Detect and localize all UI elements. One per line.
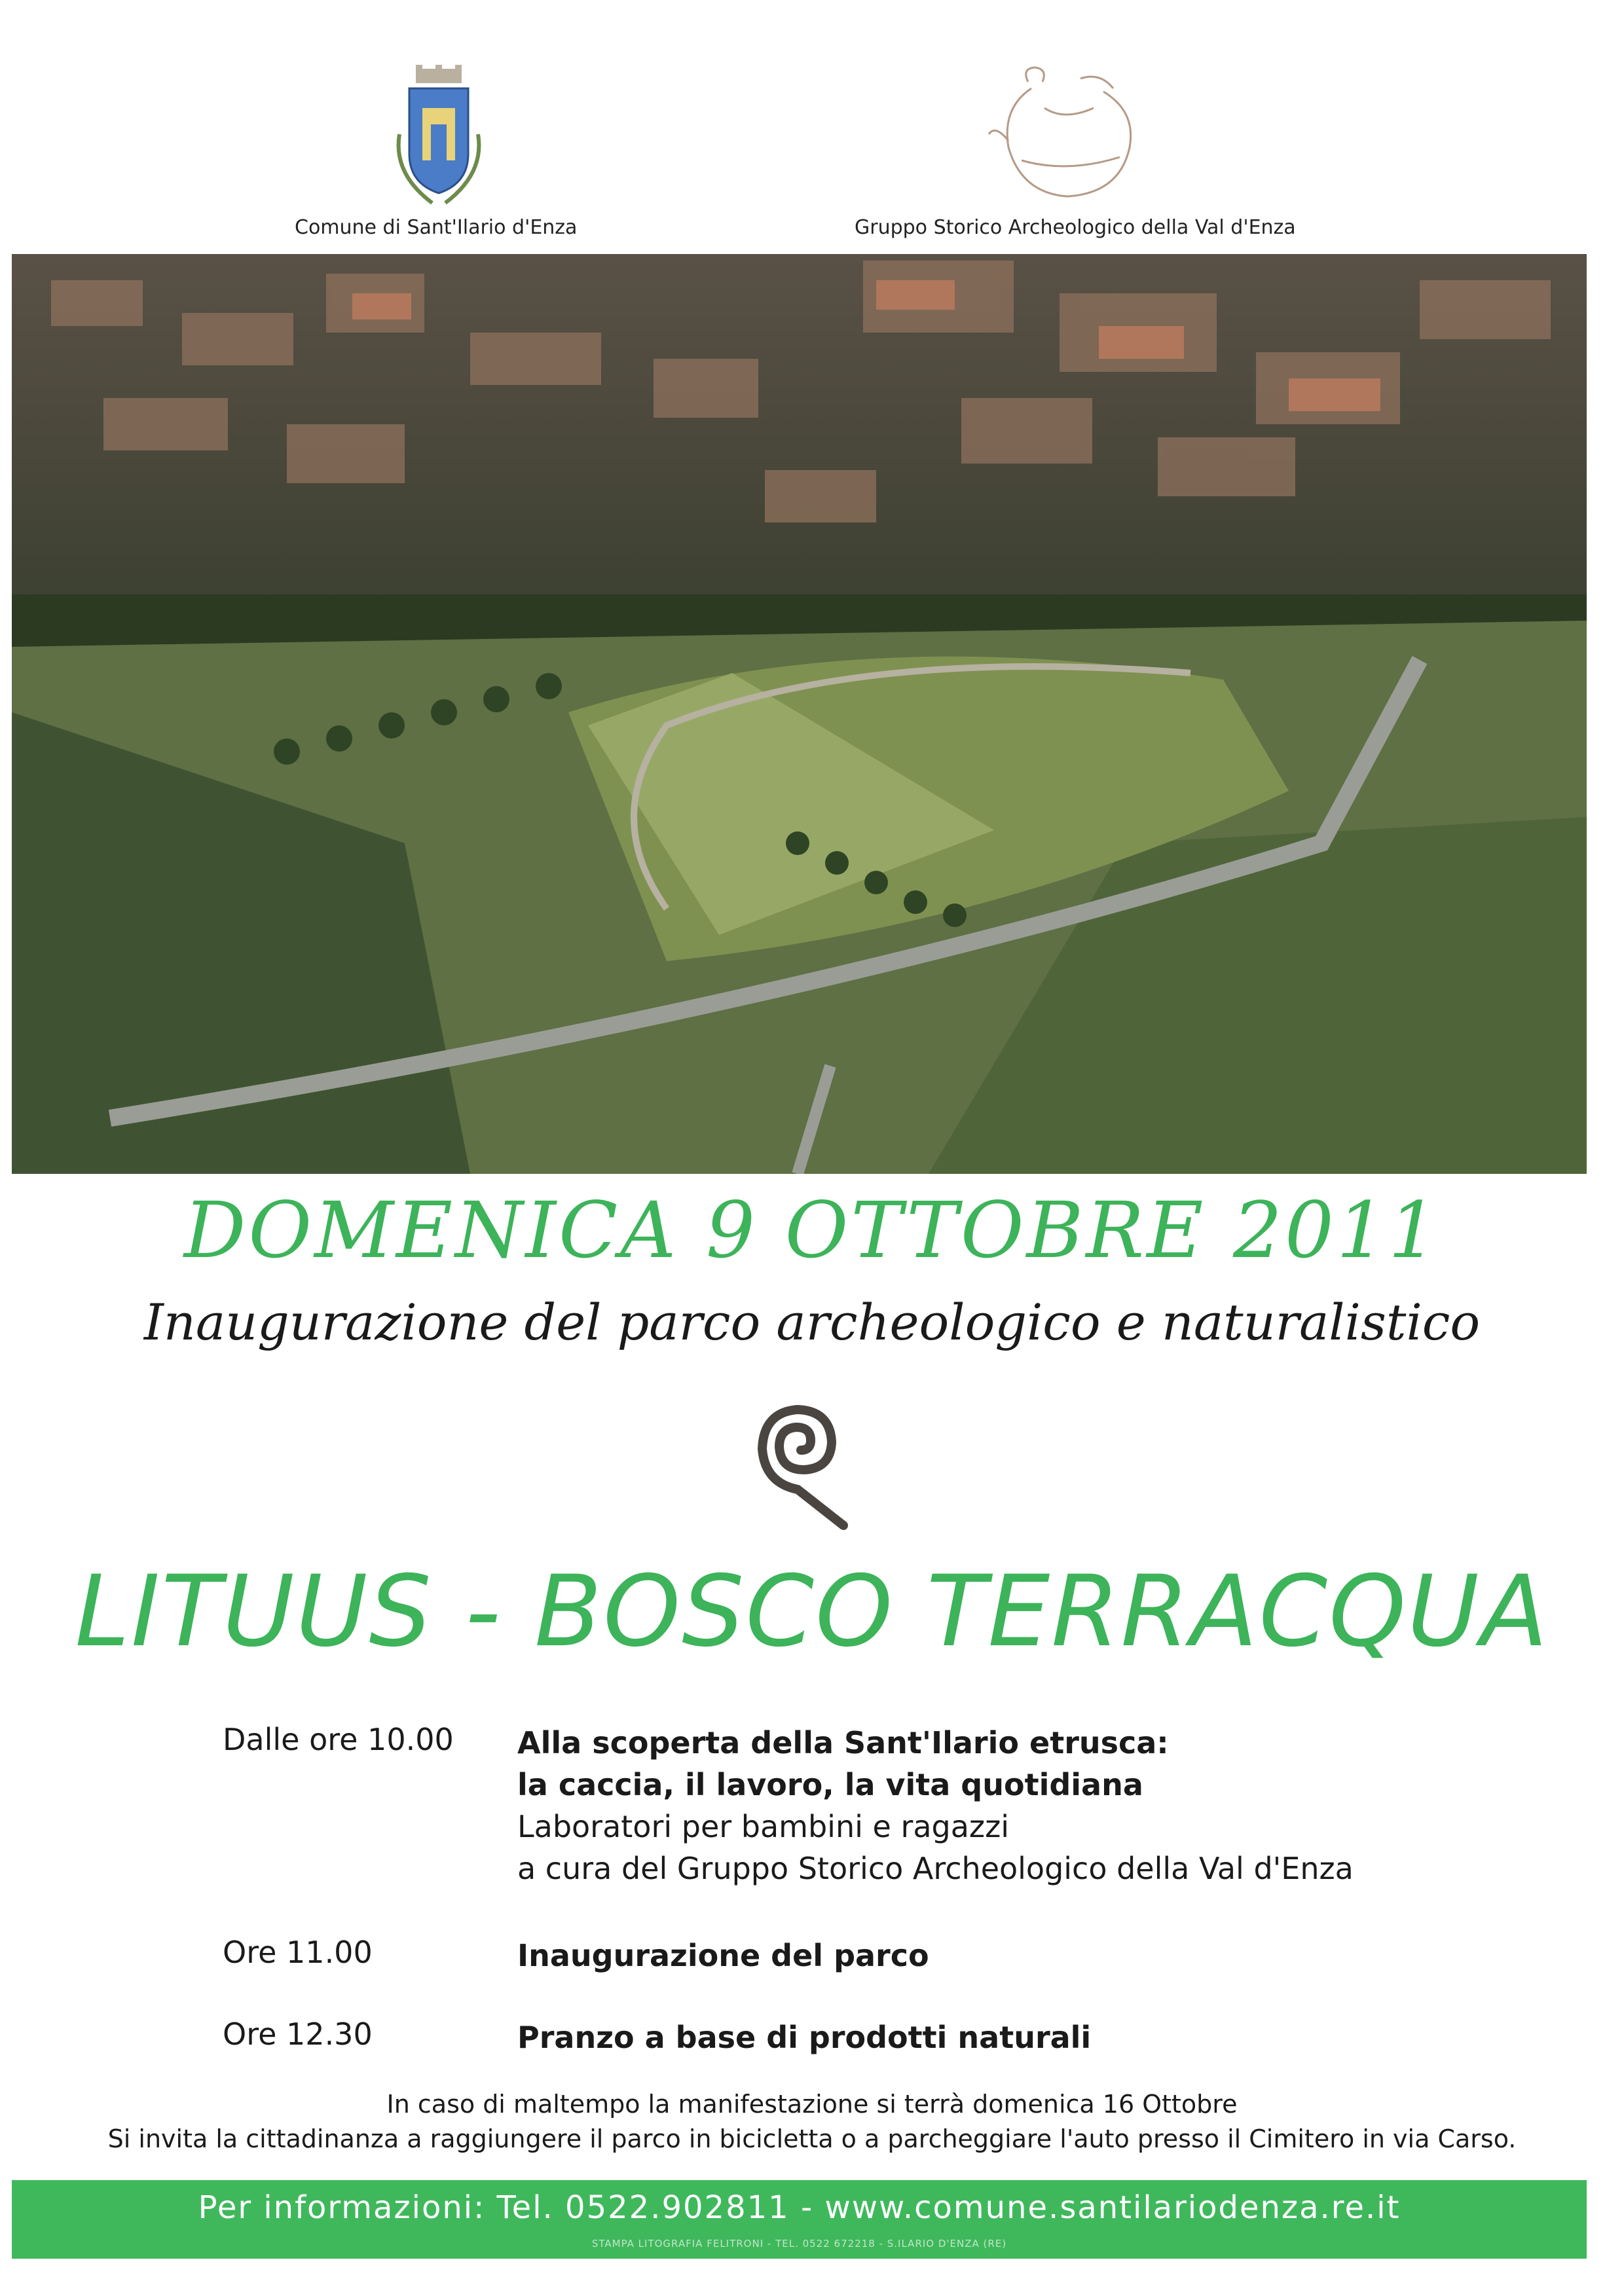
info-banner (12, 2180, 1587, 2259)
archaeological-group-name: Gruppo Storico Archeologico della Val d'Enza (855, 216, 1296, 239)
program-description (517, 1722, 1500, 1889)
program-activity-line: Pranzo a base di prodotti naturali (517, 2020, 1092, 2055)
aerial-photo (12, 254, 1587, 1174)
program-detail-line: a cura del Gruppo Storico Archeologico della Val d'Enza (517, 1851, 1354, 1886)
etruscan-vase-icon (982, 62, 1153, 213)
program-item (223, 2016, 1467, 2069)
program-description (517, 2016, 1500, 2058)
program-item (223, 1722, 1467, 1905)
contact-info: Per informazioni: Tel. 0522.902811 - www.comune.santilariodenza.re.it (198, 2189, 1401, 2226)
print-credit: STAMPA LITOGRAFIA FELITRONI - TEL. 0522 672218 - S.ILARIO D'ENZA (RE) (591, 2238, 1007, 2250)
program-activity-line: Alla scoperta della Sant'Ilario etrusca: (517, 1725, 1169, 1760)
municipality-name: Comune di Sant'Ilario d'Enza (295, 216, 578, 239)
event-date: DOMENICA 9 OTTOBRE 2011 (183, 1185, 1441, 1275)
lituus-spiral-icon (745, 1385, 857, 1535)
transport-note: Si invita la cittadinanza a raggiungere il parco in bicicletta o a parcheggiare l'auto presso il Cimitero in via Carso. (107, 2124, 1517, 2153)
weather-note: In caso di maltempo la manifestazione si terrà domenica 16 Ottobre (386, 2090, 1238, 2119)
program-description (517, 1935, 1500, 1977)
program-activity-line: la caccia, il lavoro, la vita quotidiana (517, 1767, 1143, 1802)
program-item (223, 1935, 1467, 1987)
program-detail-line: Laboratori per bambini e ragazzi (517, 1809, 1010, 1844)
event-subtitle: Inaugurazione del parco archeologico e naturalistico (143, 1293, 1481, 1351)
municipal-coat-of-arms-icon (380, 62, 498, 213)
event-title: LITUUS - BOSCO TERRACQUA (75, 1555, 1549, 1669)
program-time: Ore 12.30 (223, 2016, 373, 2052)
program-activity-line: Inaugurazione del parco (517, 1938, 929, 1973)
program-time: Ore 11.00 (223, 1935, 373, 1970)
program-time: Dalle ore 10.00 (223, 1722, 454, 1757)
